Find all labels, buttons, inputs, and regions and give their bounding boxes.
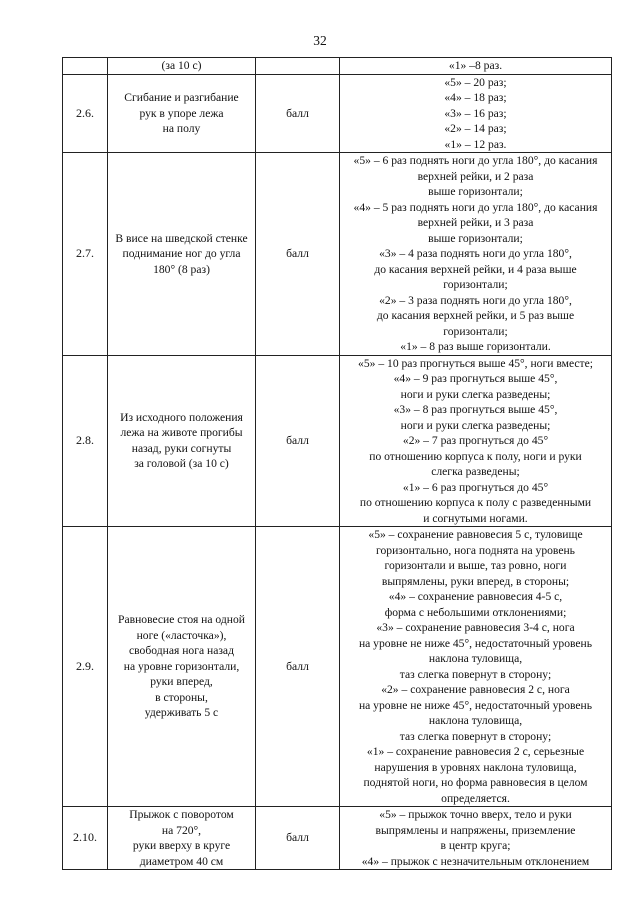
exercise-number: 2.9.	[63, 527, 108, 807]
criteria-line: «4» – сохранение равновесия 4-5 с,	[388, 590, 563, 603]
criteria-line: ноги и руки слегка разведены;	[400, 387, 551, 401]
criteria-line: наклона туловища,	[428, 714, 523, 727]
exercise-name	[108, 58, 256, 75]
exercise-name	[108, 807, 256, 870]
criteria-line: горизонтали;	[443, 324, 508, 338]
criteria-line: верхней рейки, и 2 раза	[417, 169, 534, 183]
exercise-name	[108, 355, 256, 527]
criteria-line: «5» – 20 раз;	[444, 75, 507, 89]
table-row	[63, 807, 612, 870]
criteria-line: «3» – сохранение равновесия 3-4 с, нога	[376, 621, 575, 634]
measurement-unit: балл	[256, 74, 340, 153]
criteria-line: «2» – 3 раза поднять ноги до угла 180°,	[379, 293, 572, 307]
criteria-line: выпрямлены и напряжены, приземление	[375, 823, 576, 837]
measurement-unit: балл	[256, 527, 340, 807]
evaluation-criteria	[340, 807, 612, 870]
measurement-unit: балл	[256, 355, 340, 527]
criteria-line: до касания верхней рейки, и 4 раза выше	[374, 262, 577, 276]
evaluation-criteria	[340, 527, 612, 807]
criteria-line: горизонтали;	[443, 278, 508, 291]
exercise-name-line: назад, руки согнуты	[131, 441, 232, 455]
criteria-line: наклона туловища,	[428, 652, 523, 665]
criteria-line: форма с небольшими отклонениями;	[384, 605, 567, 619]
exercise-name-line: удерживать 5 с	[144, 706, 219, 720]
exercise-name-line: в стороны,	[155, 690, 208, 704]
criteria-line: горизонтали и выше, таз ровно, ноги	[384, 559, 567, 572]
evaluation-criteria	[340, 58, 612, 75]
criteria-line: «5» – сохранение равновесия 5 с, туловище	[368, 528, 583, 541]
exercise-name-line: диаметром 40 см	[139, 854, 224, 868]
page-number: 32	[313, 33, 327, 48]
criteria-line: верхней рейки, и 3 раза	[417, 216, 534, 229]
exercise-name-line: на 720°,	[161, 823, 202, 837]
criteria-line: таз слегка повернут в сторону;	[399, 729, 552, 743]
criteria-line: «3» – 16 раз;	[444, 106, 507, 120]
exercise-number: 2.8.	[63, 355, 108, 527]
criteria-line: «2» – сохранение равновесия 2 с, нога	[381, 683, 570, 696]
evaluation-criteria	[340, 355, 612, 527]
exercise-name-line: Прыжок с поворотом	[129, 808, 234, 821]
criteria-line: в центр круга;	[440, 839, 511, 852]
exercise-name-line: свободная нога назад	[129, 644, 234, 658]
criteria-line: «4» – 9 раз прогнуться выше 45°,	[393, 372, 558, 385]
exercise-name-line: Сгибание и разгибание	[124, 91, 239, 104]
criteria-line: «1» – 8 раз выше горизонтали.	[400, 340, 551, 353]
criteria-line: «5» – прыжок точно вверх, тело и руки	[379, 808, 572, 821]
exercise-name-line: поднимание ног до угла	[122, 247, 241, 260]
criteria-line: по отношению корпуса к полу с разведенными	[359, 496, 592, 509]
exercise-name-line: на уровне горизонтали,	[123, 659, 240, 673]
exercise-name-line: ноге («ласточка»),	[136, 628, 227, 642]
measurement-unit	[256, 58, 340, 75]
criteria-line: и согнутыми ногами.	[423, 511, 528, 525]
criteria-line: «3» – 8 раз прогнуться выше 45°,	[393, 403, 558, 416]
criteria-line: на уровне не ниже 45°, недостаточный уровень	[358, 636, 593, 650]
criteria-line: «4» – прыжок с незначительным отклонением	[361, 854, 590, 868]
criteria-line: «4» – 18 раз;	[444, 91, 507, 104]
exercise-name-line: рук в упоре лежа	[139, 106, 224, 120]
criteria-line: ноги и руки слегка разведены;	[400, 418, 551, 432]
criteria-line: по отношению корпуса к полу, ноги и руки	[369, 449, 582, 463]
exercise-name-line: на полу	[162, 122, 201, 135]
exercise-name	[108, 527, 256, 807]
table-row	[63, 153, 612, 356]
exercise-number: 2.6.	[63, 74, 108, 153]
table-row	[63, 355, 612, 527]
exercise-number	[63, 58, 108, 75]
criteria-line: «3» – 4 раза поднять ноги до угла 180°,	[379, 247, 572, 260]
criteria-line: горизонтально, нога поднята на уровень	[376, 543, 575, 557]
table-row	[63, 74, 612, 153]
criteria-line: таз слегка повернут в сторону;	[399, 667, 552, 681]
evaluation-criteria	[340, 74, 612, 153]
criteria-line: на уровне не ниже 45°, недостаточный уровень	[358, 698, 593, 712]
exercise-name-line: В висе на шведской стенке	[115, 231, 248, 245]
criteria-line: выше горизонтали;	[428, 231, 523, 245]
exercise-name-line: руки вверху в круге	[132, 839, 231, 852]
criteria-line: поднятой ноги, но форма равновесия в целом	[363, 776, 588, 789]
criteria-line: выше горизонтали;	[428, 185, 523, 198]
criteria-line: «1» – сохранение равновесия 2 с, серьезные	[366, 745, 585, 758]
criteria-line: «1» – 6 раз прогнуться до 45°	[402, 480, 549, 494]
criteria-line: «1» –8 раз.	[448, 59, 503, 72]
exercise-name-line: лежа на животе прогибы	[120, 426, 243, 440]
exercise-name-line: за головой (за 10 с)	[134, 457, 229, 471]
criteria-line: «2» – 7 раз прогнуться до 45°	[402, 434, 549, 447]
criteria-line: выпрямлены, руки вперед, в стороны;	[381, 574, 570, 588]
table-row	[63, 58, 612, 75]
criteria-line: «2» – 14 раз;	[444, 122, 507, 135]
criteria-line: нарушения в уровнях наклона туловища,	[374, 760, 577, 774]
criteria-line: «1» – 12 раз.	[444, 137, 507, 151]
criteria-line: слегка разведены;	[431, 465, 520, 478]
exercise-number: 2.10.	[63, 807, 108, 870]
exercise-name	[108, 153, 256, 356]
criteria-line: «4» – 5 раз поднять ноги до угла 180°, до касания	[353, 200, 598, 214]
evaluation-criteria	[340, 153, 612, 356]
exercise-name-line: Из исходного положения	[120, 410, 243, 424]
exercise-name-line: (за 10 с)	[161, 59, 202, 72]
exercise-number: 2.7.	[63, 153, 108, 356]
criteria-line: до касания верхней рейки, и 5 раз выше	[376, 309, 575, 322]
table-row	[63, 527, 612, 807]
criteria-line: «5» – 6 раз поднять ноги до угла 180°, до касания	[353, 154, 598, 167]
exercise-name	[108, 74, 256, 153]
standards-table	[62, 57, 612, 870]
criteria-line: определяется.	[441, 791, 510, 805]
measurement-unit: балл	[256, 807, 340, 870]
criteria-line: «5» – 10 раз прогнуться выше 45°, ноги вместе;	[358, 356, 593, 370]
exercise-name-line: руки вперед,	[150, 675, 213, 689]
measurement-unit: балл	[256, 153, 340, 356]
exercise-name-line: Равновесие стоя на одной	[118, 613, 245, 627]
exercise-name-line: 180° (8 раз)	[153, 262, 210, 276]
